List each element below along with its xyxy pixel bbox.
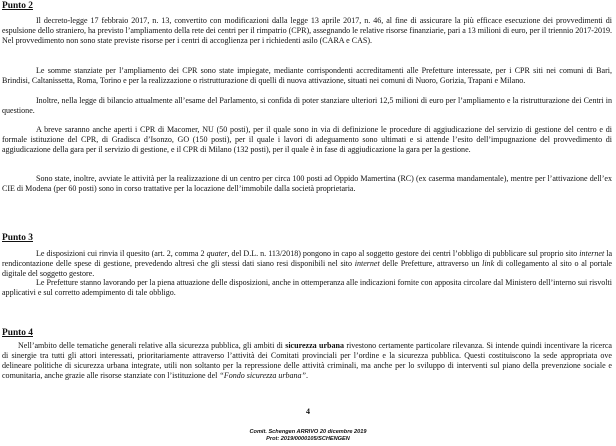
section-heading-punto-4: Punto 4 [2, 328, 33, 338]
paragraph-p2-1: Il decreto-legge 17 febbraio 2017, n. 13, convertito con modificazioni dalla legge 13 aprile 2017, n. 46, al fine di assicurare la più efficace esecuzione dei provvedimenti di espulsione dello straniero, ha previsto l’ampliamento della rete dei centri per il rimpatrio (CPR), assegnando le relative risorse finanziarie, pari a 13 milioni di euro, per il triennio 2017-2019. Nel provvedimento non sono state previste risorse per i centri di accoglienza per i richiedenti asilo (CARA e CAS). [2, 16, 612, 45]
paragraph-p4-1: Nell’ambito delle tematiche generali relative alla sicurezza pubblica, gli ambiti di sicurezza urbana rivestono certamente particolare rilevanza. Si intende quindi incentivare la ricerca di sinergie tra tutti gli attori interessati, prioritariamente attraverso l’attività dei Comitati provinciali per l’ordine e la sicurezza pubblica. Questi costituiscono la sede appropriata ove delineare politiche di sicurezza urbana integrate, utili non soltanto per la repressione delle attività criminali, ma anche per lo sviluppo di interventi sul piano della prevenzione sociale e comunitaria, anche grazie alle risorse stanziate con l’istituzione del “Fondo sicurezza urbana”. [2, 341, 612, 380]
section-heading-punto-3: Punto 3 [2, 233, 33, 243]
paragraph-p2-4: A breve saranno anche aperti i CPR di Macomer, NU (50 posti), per il quale sono in via di definizione le procedure di aggiudicazione del servizio di gestione del centro e di formale istituzione del CPR, di Gradisca d’Isonzo, GO (150 posti), per il quale i lavori di adeguamento sono ultimati e si attende l’esito dell’impugnazione del provvedimento di aggiudicazione della gara per il servizio di gestione, e il CPR di Milano (132 posti), per il quale è in fase di aggiudicazione la gara per la gestione. [2, 125, 612, 154]
protocol-stamp-line-2: Prot: 2019/0000105/SCHENGEN [266, 436, 350, 442]
paragraph-p2-5: Sono state, inoltre, avviate le attività per la realizzazione di un centro per circa 100 posti ad Oppido Mamertina (RC) (ex caserma mandamentale), mentre per l’attivazione dell’ex CIE di Modena (per 60 posti) sono in corso trattative per la locazione dell’immobile dalla società proprietaria. [2, 174, 612, 193]
page-number: 4 [306, 407, 310, 416]
paragraph-p3-2: Le Prefetture stanno lavorando per la piena attuazione delle disposizioni, anche in ottemperanza alle indicazioni fornite con apposita circolare dal Ministero dell’interno sui risvolti applicativi e sul corretto adempimento di tale obbligo. [2, 278, 612, 297]
protocol-stamp-line-1: Comit. Schengen ARRIVO 20 dicembre 2019 [249, 429, 367, 435]
paragraph-p2-2: Le somme stanziate per l’ampliamento dei CPR sono state impiegate, mediante corrispondenti accreditamenti alle Prefetture interessate, per i CPR siti nei comuni di Bari, Brindisi, Caltanissetta, Roma, Torino e per la realizzazione o ristrutturazione di quelli di nuova attivazione, situati nei comuni di Nuoro, Gorizia, Trapani e Milano. [2, 66, 612, 85]
paragraph-p2-3: Inoltre, nella legge di bilancio attualmente all’esame del Parlamento, si confida di poter stanziare ulteriori 12,5 milioni di euro per l’ampliamento e la ristrutturazione dei Centri in questione. [2, 96, 612, 115]
paragraph-p3-1: Le disposizioni cui rinvia il quesito (art. 2, comma 2 quater, del D.L. n. 113/2018) pongono in capo al soggetto gestore dei centri l’obbligo di pubblicare sul proprio sito internet la rendicontazione delle spese di gestione, prevedendo altresì che gli stessi dati siano resi disponibili nel sito internet delle Prefetture, attraverso un link di collegamento al sito o al portale digitale del soggetto gestore. [2, 249, 613, 278]
section-heading-punto-2: Punto 2 [2, 1, 33, 11]
